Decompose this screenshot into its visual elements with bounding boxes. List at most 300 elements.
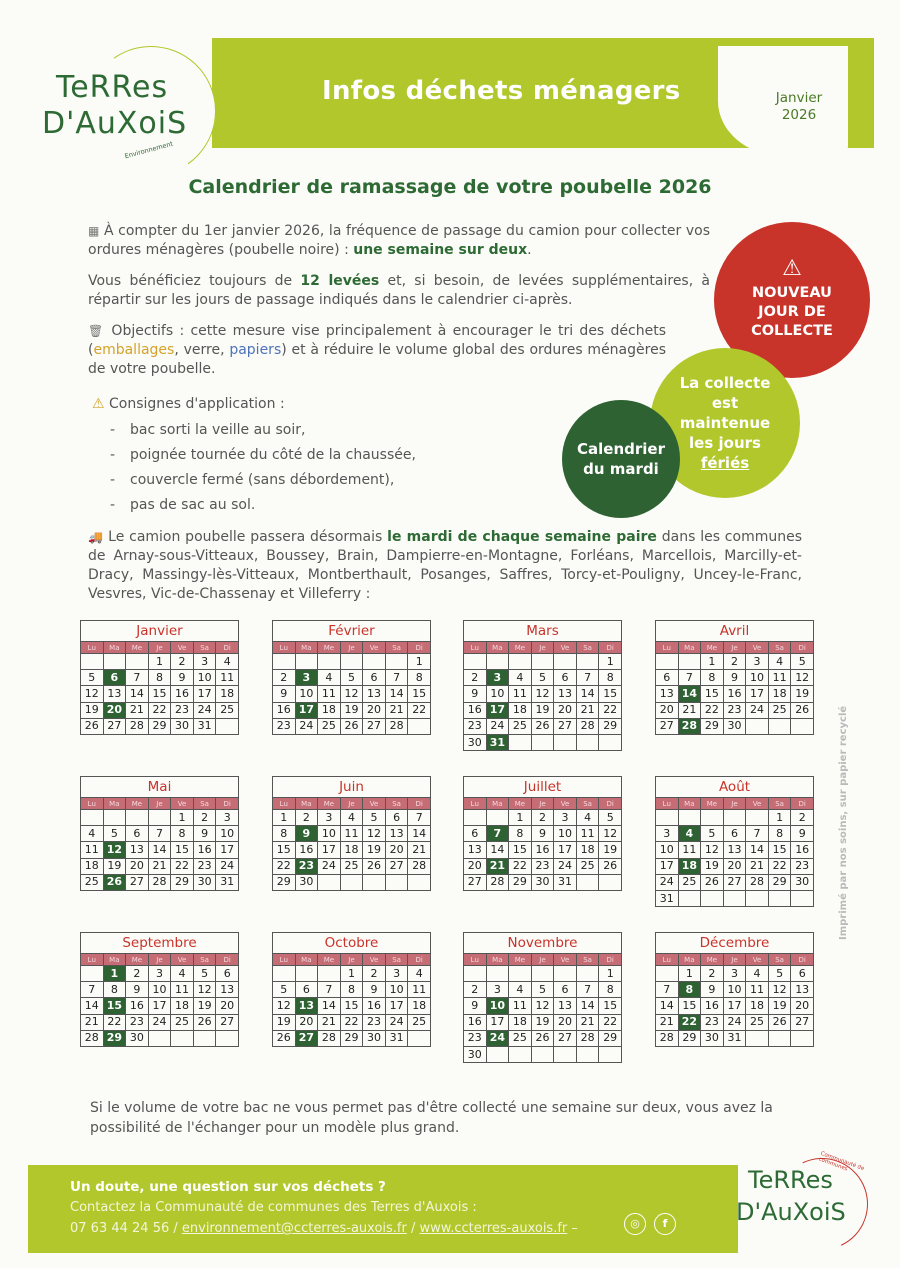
- bin-exchange-note: Si le volume de votre bac ne vous permet pas d'être collecté une semaine sur deux, vous avez la possibilité de l'échanger pour un modèle plus grand.: [90, 1100, 773, 1136]
- holidays-badge: La collecte est maintenue les jours fériés: [650, 348, 800, 498]
- weekday-header: Lu: [464, 642, 487, 654]
- day-cell: 8: [103, 982, 126, 998]
- day-cell: 26: [273, 1030, 296, 1046]
- day-cell: 10: [746, 670, 769, 686]
- weekday-header: Ve: [746, 642, 769, 654]
- warning-icon: ⚠: [782, 256, 802, 281]
- collection-day-cell: 13: [295, 998, 318, 1014]
- month-calendar: [655, 932, 814, 1047]
- empty-cell: [554, 734, 577, 750]
- day-cell: 23: [126, 1014, 149, 1030]
- day-cell: 25: [216, 702, 239, 718]
- day-cell: 26: [531, 718, 554, 734]
- day-cell: 17: [385, 998, 408, 1014]
- weekday-header: Sa: [576, 954, 599, 966]
- day-cell: 2: [531, 810, 554, 826]
- day-cell: 13: [464, 842, 487, 858]
- day-cell: 20: [363, 702, 386, 718]
- empty-cell: [768, 718, 791, 734]
- day-cell: 1: [701, 654, 724, 670]
- day-cell: 23: [723, 702, 746, 718]
- day-cell: 22: [701, 702, 724, 718]
- day-cell: 4: [318, 670, 341, 686]
- empty-cell: [531, 1046, 554, 1062]
- day-cell: 24: [295, 718, 318, 734]
- empty-cell: [531, 654, 554, 670]
- day-cell: 8: [701, 670, 724, 686]
- weekday-header: Lu: [656, 642, 679, 654]
- day-cell: 3: [554, 810, 577, 826]
- day-cell: 8: [340, 982, 363, 998]
- weekday-header: Je: [723, 798, 746, 810]
- day-cell: 21: [385, 702, 408, 718]
- day-cell: 15: [768, 842, 791, 858]
- month-table: [80, 797, 239, 891]
- weekday-header: Lu: [464, 954, 487, 966]
- day-cell: 23: [193, 858, 216, 874]
- weekday-header: Di: [599, 954, 622, 966]
- day-cell: 7: [318, 982, 341, 998]
- day-cell: 25: [509, 718, 532, 734]
- contact-footer: [28, 1165, 738, 1253]
- weekday-header: Ma: [295, 954, 318, 966]
- day-cell: 15: [701, 686, 724, 702]
- day-cell: 15: [340, 998, 363, 1014]
- day-cell: 1: [599, 966, 622, 982]
- day-cell: 19: [103, 858, 126, 874]
- weekday-header: Lu: [273, 798, 296, 810]
- day-cell: 18: [340, 842, 363, 858]
- day-cell: 21: [126, 702, 149, 718]
- day-cell: 5: [193, 966, 216, 982]
- collection-day-cell: 15: [103, 998, 126, 1014]
- day-cell: 13: [791, 982, 814, 998]
- day-cell: 9: [464, 998, 487, 1014]
- email-link[interactable]: environnement@ccterres-auxois.fr: [181, 1221, 407, 1236]
- weekday-header: Ve: [171, 954, 194, 966]
- day-cell: 11: [408, 982, 431, 998]
- day-cell: 25: [171, 1014, 194, 1030]
- month-table: [80, 641, 239, 735]
- day-cell: 14: [81, 998, 104, 1014]
- weekday-header: Je: [340, 642, 363, 654]
- day-cell: 30: [791, 874, 814, 890]
- weekday-header: Ma: [678, 642, 701, 654]
- weekday-header: Sa: [576, 798, 599, 810]
- day-cell: 5: [599, 810, 622, 826]
- day-cell: 29: [171, 874, 194, 890]
- empty-cell: [746, 1030, 769, 1046]
- website-link[interactable]: www.ccterres-auxois.fr: [419, 1221, 568, 1236]
- day-cell: 10: [385, 982, 408, 998]
- day-cell: 21: [746, 858, 769, 874]
- weekday-header: Me: [701, 954, 724, 966]
- day-cell: 22: [509, 858, 532, 874]
- day-cell: 9: [363, 982, 386, 998]
- empty-cell: [746, 810, 769, 826]
- day-cell: 20: [216, 998, 239, 1014]
- day-cell: 12: [340, 686, 363, 702]
- day-cell: 11: [509, 998, 532, 1014]
- day-cell: 23: [791, 858, 814, 874]
- day-cell: 17: [656, 858, 679, 874]
- empty-cell: [216, 718, 239, 734]
- day-cell: 16: [171, 686, 194, 702]
- day-cell: 7: [385, 670, 408, 686]
- day-cell: 4: [81, 826, 104, 842]
- facebook-icon[interactable]: f: [654, 1213, 676, 1235]
- day-cell: 25: [408, 1014, 431, 1030]
- day-cell: 28: [576, 718, 599, 734]
- day-cell: 14: [385, 686, 408, 702]
- day-cell: 14: [408, 826, 431, 842]
- day-cell: 29: [273, 874, 296, 890]
- day-cell: 26: [599, 858, 622, 874]
- day-cell: 31: [554, 874, 577, 890]
- day-cell: 20: [554, 1014, 577, 1030]
- day-cell: 16: [723, 686, 746, 702]
- empty-cell: [791, 1030, 814, 1046]
- month-table: [272, 797, 431, 891]
- day-cell: 29: [701, 718, 724, 734]
- rule-item: - poignée tournée du côté de la chaussée,: [110, 443, 416, 468]
- day-cell: 8: [599, 982, 622, 998]
- footer-details: 07 63 44 24 56 / environnement@ccterres-auxois.fr / www.ccterres-auxois.fr –: [70, 1221, 578, 1236]
- day-cell: 15: [408, 686, 431, 702]
- day-cell: 24: [216, 858, 239, 874]
- month-name: Mars: [463, 620, 622, 641]
- day-cell: 19: [273, 1014, 296, 1030]
- day-cell: 23: [531, 858, 554, 874]
- day-cell: 19: [531, 1014, 554, 1030]
- weekday-header: Me: [509, 642, 532, 654]
- month-table: [655, 797, 814, 907]
- weekday-header: Ve: [171, 642, 194, 654]
- collection-day-cell: 20: [103, 702, 126, 718]
- weekday-header: Di: [408, 954, 431, 966]
- day-cell: 30: [193, 874, 216, 890]
- day-cell: 12: [531, 686, 554, 702]
- weekday-header: Di: [408, 642, 431, 654]
- weekday-header: Ma: [295, 798, 318, 810]
- day-cell: 25: [318, 718, 341, 734]
- month-table: [463, 953, 622, 1063]
- day-cell: 23: [701, 1014, 724, 1030]
- day-cell: 9: [171, 670, 194, 686]
- day-cell: 7: [678, 670, 701, 686]
- day-cell: 28: [746, 874, 769, 890]
- day-cell: 24: [486, 718, 509, 734]
- empty-cell: [318, 966, 341, 982]
- day-cell: 2: [126, 966, 149, 982]
- weekday-header: Me: [701, 798, 724, 810]
- day-cell: 25: [678, 874, 701, 890]
- day-cell: 13: [554, 686, 577, 702]
- day-cell: 17: [746, 686, 769, 702]
- day-cell: 25: [576, 858, 599, 874]
- collection-day-cell: 1: [103, 966, 126, 982]
- empty-cell: [576, 966, 599, 982]
- weekday-header: Di: [216, 954, 239, 966]
- day-cell: 11: [216, 670, 239, 686]
- day-cell: 11: [171, 982, 194, 998]
- day-cell: 17: [486, 1014, 509, 1030]
- day-cell: 14: [746, 842, 769, 858]
- collection-day-cell: 6: [103, 670, 126, 686]
- day-cell: 4: [576, 810, 599, 826]
- day-cell: 27: [216, 1014, 239, 1030]
- day-cell: 11: [81, 842, 104, 858]
- day-cell: 2: [701, 966, 724, 982]
- empty-cell: [363, 874, 386, 890]
- day-cell: 24: [554, 858, 577, 874]
- day-cell: 15: [273, 842, 296, 858]
- weekday-header: Lu: [81, 798, 104, 810]
- header-banner: [212, 38, 874, 148]
- day-cell: 25: [81, 874, 104, 890]
- day-cell: 19: [791, 686, 814, 702]
- day-cell: 18: [576, 842, 599, 858]
- weekday-header: Ma: [678, 954, 701, 966]
- empty-cell: [656, 966, 679, 982]
- empty-cell: [126, 654, 149, 670]
- day-cell: 10: [554, 826, 577, 842]
- day-cell: 7: [81, 982, 104, 998]
- day-cell: 9: [723, 670, 746, 686]
- empty-cell: [408, 1030, 431, 1046]
- footer-question: Un doute, une question sur vos déchets ?: [70, 1179, 386, 1195]
- day-cell: 28: [486, 874, 509, 890]
- day-cell: 17: [193, 686, 216, 702]
- day-cell: 1: [171, 810, 194, 826]
- day-cell: 14: [656, 998, 679, 1014]
- empty-cell: [171, 1030, 194, 1046]
- day-cell: 7: [148, 826, 171, 842]
- weekday-header: Me: [318, 798, 341, 810]
- weekday-header: Di: [599, 642, 622, 654]
- month-table: [272, 641, 431, 735]
- empty-cell: [464, 654, 487, 670]
- day-cell: 12: [531, 998, 554, 1014]
- collection-day-cell: 28: [678, 718, 701, 734]
- weekday-header: Lu: [81, 954, 104, 966]
- weekday-header: Ma: [486, 642, 509, 654]
- day-cell: 16: [791, 842, 814, 858]
- weekday-header: Je: [340, 954, 363, 966]
- collection-day-cell: 3: [486, 670, 509, 686]
- day-cell: 2: [193, 810, 216, 826]
- day-cell: 17: [554, 842, 577, 858]
- day-cell: 5: [768, 966, 791, 982]
- month-name: Avril: [655, 620, 814, 641]
- weekday-header: Ma: [486, 954, 509, 966]
- empty-cell: [103, 654, 126, 670]
- day-cell: 26: [340, 718, 363, 734]
- month-calendar: [272, 776, 431, 891]
- day-cell: 9: [126, 982, 149, 998]
- phone-number: 07 63 44 24 56 /: [70, 1221, 182, 1236]
- weekday-header: Ve: [363, 642, 386, 654]
- day-cell: 9: [701, 982, 724, 998]
- empty-cell: [318, 654, 341, 670]
- weekday-header: Sa: [193, 798, 216, 810]
- day-cell: 20: [791, 998, 814, 1014]
- month-name: Juillet: [463, 776, 622, 797]
- day-cell: 5: [273, 982, 296, 998]
- day-cell: 10: [723, 982, 746, 998]
- day-cell: 24: [656, 874, 679, 890]
- collection-day-cell: 29: [103, 1030, 126, 1046]
- empty-cell: [486, 810, 509, 826]
- day-cell: 9: [273, 686, 296, 702]
- day-cell: 14: [486, 842, 509, 858]
- day-cell: 3: [216, 810, 239, 826]
- weekday-header: Ve: [554, 642, 577, 654]
- day-cell: 15: [599, 998, 622, 1014]
- day-cell: 2: [464, 982, 487, 998]
- day-cell: 14: [126, 686, 149, 702]
- day-cell: 27: [656, 718, 679, 734]
- day-cell: 9: [193, 826, 216, 842]
- day-cell: 8: [768, 826, 791, 842]
- day-cell: 20: [126, 858, 149, 874]
- day-cell: 12: [768, 982, 791, 998]
- day-cell: 12: [363, 826, 386, 842]
- month-name: Septembre: [80, 932, 239, 953]
- weekday-header: Lu: [656, 798, 679, 810]
- day-cell: 4: [340, 810, 363, 826]
- month-table: [272, 953, 431, 1047]
- weekday-header: Lu: [273, 642, 296, 654]
- day-cell: 18: [509, 1014, 532, 1030]
- day-cell: 19: [363, 842, 386, 858]
- weekday-header: Di: [791, 798, 814, 810]
- day-cell: 31: [723, 1030, 746, 1046]
- day-cell: 12: [599, 826, 622, 842]
- day-cell: 16: [273, 702, 296, 718]
- day-cell: 26: [791, 702, 814, 718]
- day-cell: 30: [295, 874, 318, 890]
- weekday-header: Ve: [746, 954, 769, 966]
- rules-title: ⚠ Consignes d'application :: [92, 396, 285, 412]
- empty-cell: [340, 874, 363, 890]
- day-cell: 5: [531, 670, 554, 686]
- empty-cell: [385, 654, 408, 670]
- day-cell: 2: [363, 966, 386, 982]
- day-cell: 20: [464, 858, 487, 874]
- day-cell: 3: [385, 966, 408, 982]
- day-cell: 3: [193, 654, 216, 670]
- day-cell: 1: [768, 810, 791, 826]
- day-cell: 23: [171, 702, 194, 718]
- day-cell: 30: [531, 874, 554, 890]
- day-cell: 24: [385, 1014, 408, 1030]
- day-cell: 7: [746, 826, 769, 842]
- day-cell: 17: [318, 842, 341, 858]
- month-name: Août: [655, 776, 814, 797]
- day-cell: 11: [509, 686, 532, 702]
- day-cell: 6: [464, 826, 487, 842]
- day-cell: 19: [599, 842, 622, 858]
- weekday-header: Ma: [103, 642, 126, 654]
- day-cell: 17: [216, 842, 239, 858]
- weekday-header: Sa: [768, 798, 791, 810]
- empty-cell: [768, 1030, 791, 1046]
- day-cell: 9: [531, 826, 554, 842]
- day-cell: 1: [509, 810, 532, 826]
- empty-cell: [599, 734, 622, 750]
- month-name: Mai: [80, 776, 239, 797]
- empty-cell: [599, 1046, 622, 1062]
- day-cell: 4: [408, 966, 431, 982]
- truck-paragraph: 🚚 Le camion poubelle passera désormais le mardi de chaque semaine paire dans les communes de Arnay-sous-Vitteaux, Boussey, Brain, Dampierre-en-Montagne, Forléans, Marcellois, Marcilly-et-Dracy, Massingy-lès-Vitteaux, Montberthault, Posanges, Saffres, Torcy-et-Pouligny, Uncey-le-Franc, Vesvres, Vic-de-Chassenay et Villeferry :: [88, 529, 802, 602]
- day-cell: 12: [273, 998, 296, 1014]
- weekday-header: Di: [216, 642, 239, 654]
- day-cell: 6: [791, 966, 814, 982]
- day-cell: 4: [509, 982, 532, 998]
- day-cell: 1: [599, 654, 622, 670]
- day-cell: 16: [295, 842, 318, 858]
- day-cell: 6: [126, 826, 149, 842]
- day-cell: 15: [678, 998, 701, 1014]
- empty-cell: [701, 810, 724, 826]
- empty-cell: [408, 874, 431, 890]
- weekday-header: Ve: [554, 954, 577, 966]
- day-cell: 22: [599, 1014, 622, 1030]
- day-cell: 16: [464, 1014, 487, 1030]
- collection-day-cell: 22: [678, 1014, 701, 1030]
- day-cell: 6: [295, 982, 318, 998]
- day-cell: 18: [408, 998, 431, 1014]
- day-cell: 10: [486, 686, 509, 702]
- intro-paragraph-objectives: 🗑 Objectifs : cette mesure vise principalement à encourager le tri des déchets (emballages, verre, papiers) et à réduire le volume global des ordures ménagères de votre poubelle.: [88, 323, 667, 377]
- day-cell: 3: [656, 826, 679, 842]
- empty-cell: [599, 874, 622, 890]
- day-cell: 30: [464, 734, 487, 750]
- day-cell: 22: [273, 858, 296, 874]
- collection-day-cell: 18: [678, 858, 701, 874]
- day-cell: 31: [656, 890, 679, 906]
- day-cell: 26: [531, 1030, 554, 1046]
- day-cell: 15: [599, 686, 622, 702]
- weekday-header: Ma: [486, 798, 509, 810]
- empty-cell: [340, 654, 363, 670]
- day-cell: 7: [576, 670, 599, 686]
- day-cell: 31: [193, 718, 216, 734]
- empty-cell: [295, 654, 318, 670]
- empty-cell: [791, 718, 814, 734]
- weekday-header: Je: [148, 642, 171, 654]
- day-cell: 23: [464, 1030, 487, 1046]
- weekday-header: Sa: [768, 954, 791, 966]
- day-cell: 2: [723, 654, 746, 670]
- collection-day-cell: 23: [295, 858, 318, 874]
- instagram-icon[interactable]: ◎: [624, 1213, 646, 1235]
- month-calendar: [80, 932, 239, 1047]
- day-cell: 12: [791, 670, 814, 686]
- day-cell: 5: [363, 810, 386, 826]
- empty-cell: [768, 890, 791, 906]
- day-cell: 7: [408, 810, 431, 826]
- empty-cell: [678, 654, 701, 670]
- collection-day-cell: 17: [486, 702, 509, 718]
- weekday-header: Ve: [363, 954, 386, 966]
- day-cell: 13: [103, 686, 126, 702]
- weekday-header: Lu: [273, 954, 296, 966]
- rule-item: - couvercle fermé (sans débordement),: [110, 468, 416, 493]
- weekday-header: Je: [723, 642, 746, 654]
- empty-cell: [678, 810, 701, 826]
